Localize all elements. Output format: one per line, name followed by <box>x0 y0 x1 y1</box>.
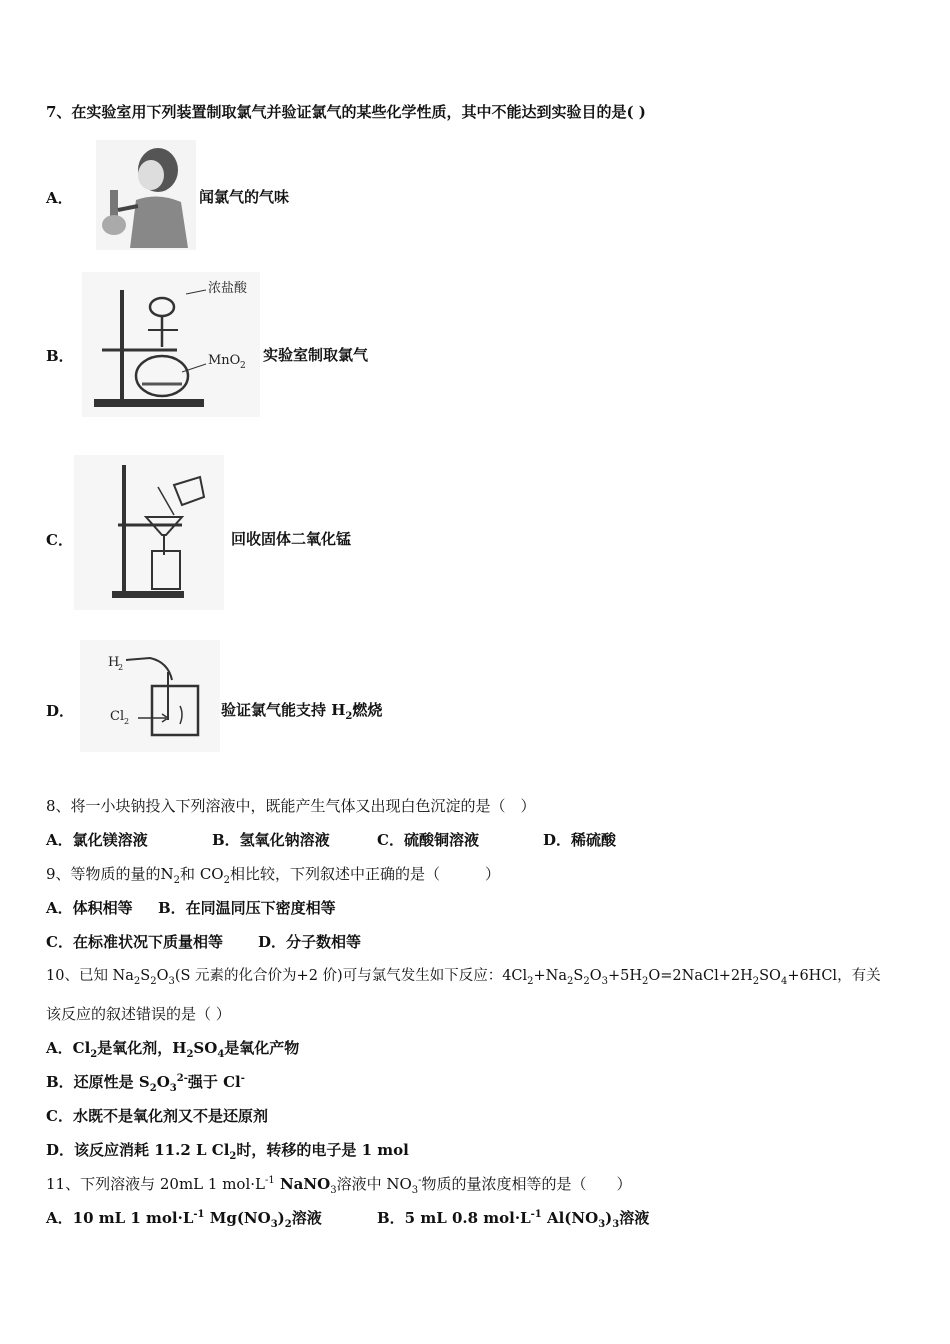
q11-b-t: Al(NO <box>541 1209 599 1227</box>
q9-stem <box>46 864 500 884</box>
q10-d-t: 2 <box>229 1151 237 1162</box>
q9-option-d: D．分子数相等 <box>258 933 362 951</box>
q11-a-t: 2 <box>284 1219 292 1230</box>
q10-b-t: - <box>240 1073 245 1084</box>
q11-a-t: 3 <box>270 1219 278 1230</box>
q10-option-a <box>46 1038 299 1058</box>
q8-option-a: A．氯化镁溶液 <box>46 831 148 849</box>
q7-figure-a-person-smelling <box>96 140 196 250</box>
q7-figure-b-label-mno-sub: 2 <box>240 361 246 371</box>
q7-option-d-caption-post: 燃烧 <box>352 701 383 719</box>
q10-t: 4 <box>780 975 788 987</box>
q10-d-t: D．该反应消耗 11.2 L Cl <box>46 1141 230 1159</box>
q10-a-t: 2 <box>186 1049 194 1060</box>
q9-stem-mid: 和 CO <box>180 865 224 883</box>
q10-t: (S 元素的化合价为+2 价)可与氯气发生如下反应：4Cl <box>174 968 528 984</box>
q10-b-t: O <box>156 1073 170 1091</box>
q7-figure-b-label-mno: MnO <box>208 353 241 368</box>
q10-stem-line2: 该反应的叙述错误的是（ ） <box>46 1005 231 1023</box>
q7-stem: 7、在实验室用下列装置制取氯气并验证氯气的某些化学性质，其中不能达到实验目的是( ) <box>46 103 646 121</box>
q11-t: -1 <box>265 1175 275 1186</box>
q11-b-t: 3 <box>598 1219 606 1230</box>
q7-option-b-letter: B． <box>46 347 74 365</box>
q7-figure-d-label-cl: Cl <box>110 709 125 724</box>
q11-option-b <box>377 1208 649 1228</box>
q11-stem <box>46 1174 632 1194</box>
q9-stem-sub1: 2 <box>173 875 181 886</box>
q11-t: 11、下列溶液与 20mL 1 mol·L <box>46 1175 265 1193</box>
q10-b-t: 2 <box>149 1083 157 1094</box>
q10-option-c: C．水既不是氧化剂又不是还原剂 <box>46 1107 268 1125</box>
q11-a-t: A．10 mL 1 mol·L <box>46 1209 194 1227</box>
q7-figure-d-label-h: H <box>108 655 120 670</box>
q10-t: S <box>140 968 151 984</box>
q10-option-b <box>46 1072 245 1092</box>
q8-option-b: B．氢氧化钠溶液 <box>212 831 330 849</box>
q7-figure-b-label-hcl: 浓盐酸 <box>208 281 248 296</box>
q11-t: 3 <box>330 1185 337 1196</box>
q11-t: 溶液中 NO <box>336 1175 412 1193</box>
q10-t: 3 <box>601 975 608 987</box>
q9-option-c: C．在标准状况下质量相等 <box>46 933 223 951</box>
q10-t: +5H <box>607 968 642 984</box>
q11-t: 物质的量浓度相等的是（ ） <box>421 1175 632 1193</box>
q10-t: +Na <box>533 968 568 984</box>
q11-b-t: ) <box>605 1209 613 1227</box>
q11-t: NaNO <box>274 1175 331 1193</box>
q10-t: O <box>589 968 602 984</box>
q8-option-d: D．稀硫酸 <box>543 831 617 849</box>
q11-option-a <box>46 1208 322 1228</box>
q10-a-t: SO <box>193 1039 218 1057</box>
q7-option-c-caption: 回收固体二氧化锰 <box>231 530 352 548</box>
q10-t: O=2NaCl+2H <box>648 968 753 984</box>
q10-b-t: 2- <box>176 1073 188 1084</box>
q10-t: 2 <box>583 975 590 987</box>
q10-t: 2 <box>642 975 649 987</box>
q7-figure-b-chlorine-generator <box>82 272 260 417</box>
q10-a-t: A．Cl <box>46 1039 91 1057</box>
q10-t: +6HCl，有关 <box>787 968 881 984</box>
q9-stem-sub2: 2 <box>223 875 230 886</box>
q10-t: SO <box>759 968 781 984</box>
q11-a-t: -1 <box>193 1209 205 1220</box>
q10-t: 2 <box>752 975 760 987</box>
q7-option-a-caption: 闻氯气的气味 <box>199 188 290 206</box>
q7-option-d-caption-pre: 验证氯气能支持 H <box>221 701 346 719</box>
q10-t: 10、已知 Na <box>46 968 134 984</box>
q10-b-t: 3 <box>169 1083 177 1094</box>
q7-figure-d-hydrogen-burning <box>80 640 220 752</box>
q11-t: 3 <box>411 1185 419 1196</box>
q10-t: 2 <box>567 975 574 987</box>
q11-b-t: -1 <box>530 1209 542 1220</box>
q9-option-a: A．体积相等 <box>46 899 133 917</box>
q7-figure-c-filtration <box>74 455 224 610</box>
q10-b-t: 强于 Cl <box>187 1073 241 1091</box>
q7-option-d-letter: D． <box>46 702 75 720</box>
q11-a-t: ) <box>277 1209 285 1227</box>
q11-b-t: 溶液 <box>619 1209 650 1227</box>
q10-t: 2 <box>150 975 157 987</box>
q10-stem-line1 <box>46 966 881 986</box>
q8-option-c: C．硫酸铜溶液 <box>377 831 479 849</box>
q10-a-t: 是氧化剂，H <box>97 1039 187 1057</box>
q7-option-d-caption <box>221 700 382 720</box>
q9-option-b: B．在同温同压下密度相等 <box>158 899 336 917</box>
q7-figure-d-label-cl-sub: 2 <box>124 717 130 726</box>
q10-a-t: 4 <box>217 1049 225 1060</box>
q10-d-t: 时，转移的电子是 1 mol <box>236 1141 409 1159</box>
q11-a-t: Mg(NO <box>204 1209 271 1227</box>
q7-option-b-caption: 实验室制取氯气 <box>263 346 369 364</box>
q7-option-d-caption-sub: 2 <box>345 711 353 722</box>
q7-figure-d-label-h-sub: 2 <box>118 663 124 672</box>
q9-stem-post: 相比较，下列叙述中正确的是（ ） <box>229 865 500 883</box>
q11-b-t: B．5 mL 0.8 mol·L <box>377 1209 531 1227</box>
q7-option-c-letter: C． <box>46 531 73 549</box>
q10-b-t: B．还原性是 S <box>46 1073 150 1091</box>
q9-stem-pre: 9、等物质的量的N <box>46 865 174 883</box>
q11-a-t: 溶液 <box>291 1209 322 1227</box>
q11-t: - <box>418 1175 422 1186</box>
q10-t: O <box>156 968 169 984</box>
q10-t: 3 <box>168 975 175 987</box>
q11-b-t: 3 <box>612 1219 620 1230</box>
q10-t: 2 <box>527 975 534 987</box>
q10-option-d <box>46 1140 409 1160</box>
q10-a-t: 是氧化产物 <box>224 1039 300 1057</box>
q10-a-t: 2 <box>90 1049 98 1060</box>
q7-option-a-letter: A． <box>46 189 73 207</box>
q8-stem: 8、将一小块钠投入下列溶液中，既能产生气体又出现白色沉淀的是（ ） <box>46 797 536 815</box>
q10-t: S <box>573 968 584 984</box>
q10-t: 2 <box>133 975 141 987</box>
